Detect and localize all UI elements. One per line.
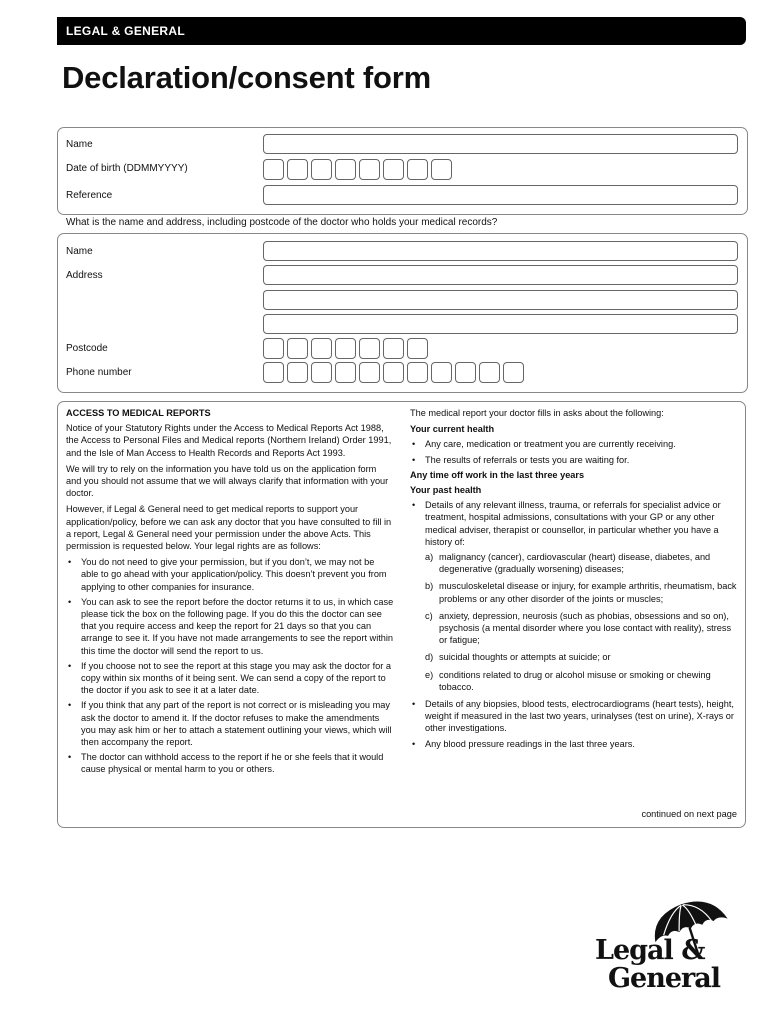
access-paragraph: Notice of your Statutory Rights under the Access to Medical Reports Act 1988, the Access to Personal Files and Medical reports (Northern Ireland) Order 1991, and the Isle of Man Access to Health Records and Reports Act 1993. <box>66 423 392 458</box>
dob-digit-box[interactable] <box>359 159 380 180</box>
phone-digit-box[interactable] <box>503 362 524 383</box>
postcode-char-box[interactable] <box>311 338 332 359</box>
doctor-address-line-2[interactable] <box>263 290 738 310</box>
condition-marker: d) <box>425 652 434 663</box>
condition-text: conditions related to drug or alcohol misuse or smoking or chewing tobacco. <box>439 669 711 692</box>
doctor-address-line-1[interactable] <box>263 265 738 285</box>
condition-marker: b) <box>425 581 434 592</box>
condition-item <box>425 669 740 693</box>
phone-digit-box[interactable] <box>407 362 428 383</box>
past-health-heading: Your past health <box>410 485 482 496</box>
condition-item <box>425 651 740 663</box>
condition-text: suicidal thoughts or attempts at suicide; or <box>439 652 611 663</box>
current-health-heading: Your current health <box>410 424 495 435</box>
postcode-char-box[interactable] <box>335 338 356 359</box>
condition-marker: c) <box>425 610 433 621</box>
condition-item <box>425 580 740 604</box>
phone-digit-box[interactable] <box>311 362 332 383</box>
reference-input[interactable] <box>263 185 738 205</box>
past-health-item: • Any blood pressure readings in the last three years. <box>410 738 740 750</box>
continued-note: continued on next page <box>641 809 737 819</box>
access-column <box>66 407 394 779</box>
dob-label: Date of birth (DDMMYYYY) <box>66 163 188 174</box>
dob-digit-box[interactable] <box>335 159 356 180</box>
doctor-address-label: Address <box>66 270 103 281</box>
condition-marker: a) <box>425 552 434 563</box>
condition-item <box>425 551 740 575</box>
phone-digit-box[interactable] <box>455 362 476 383</box>
conditions-list <box>425 551 740 693</box>
phone-label: Phone number <box>66 367 132 378</box>
dob-digit-box[interactable] <box>431 159 452 180</box>
rights-item: • If you choose not to see the report at this stage you may ask the doctor for a copy within six months of it being sent. We can send a copy of the report to the doctor if you ask to see it at a later date. <box>66 660 394 697</box>
access-heading: ACCESS TO MEDICAL REPORTS <box>66 408 211 418</box>
postcode-char-box[interactable] <box>407 338 428 359</box>
dob-digit-box[interactable] <box>407 159 428 180</box>
report-intro: The medical report your doctor fills in asks about the following: <box>410 408 664 418</box>
current-health-list <box>410 438 740 465</box>
access-paragraph: We will try to rely on the information you have told us on the application form and you should not assume that we will always clarify that information with your doctor. <box>66 463 389 499</box>
condition-text: musculoskeletal disease or injury, for example arthritis, rheumatism, back problems or any other disorder of the joints or muscles; <box>439 581 737 604</box>
rights-list <box>66 556 394 775</box>
dob-digit-box[interactable] <box>311 159 332 180</box>
condition-text: anxiety, depression, neurosis (such as phobias, obsessions and so on), psychosis (a mental disorder where you lose contact with reality), stress or fatigue; <box>439 610 732 646</box>
phone-digit-box[interactable] <box>287 362 308 383</box>
page-title: Declaration/consent form <box>62 60 432 95</box>
logo-word-general: General <box>608 963 721 994</box>
dob-digit-box[interactable] <box>383 159 404 180</box>
dob-input <box>263 159 452 180</box>
past-health-list <box>410 499 740 750</box>
dob-digit-box[interactable] <box>287 159 308 180</box>
condition-marker: e) <box>425 669 434 680</box>
condition-item <box>425 610 740 647</box>
phone-digit-box[interactable] <box>383 362 404 383</box>
current-health-item: • Any care, medication or treatment you are currently receiving. <box>410 438 740 450</box>
doctor-name-label: Name <box>66 246 93 257</box>
doctor-question: What is the name and address, including postcode of the doctor who holds your medical records? <box>66 217 498 228</box>
phone-digit-box[interactable] <box>263 362 284 383</box>
past-health-item: • Details of any biopsies, blood tests, electrocardiograms (heart tests), height, weight if measured in the last two years, urinalyses (test on urine), X-rays or other investigations. <box>410 698 740 735</box>
doctor-address-line-3[interactable] <box>263 314 738 334</box>
rights-item: • You can ask to see the report before the doctor returns it to us, in which case please tick the box on the following page. If you do this the doctor can see that you require access and keep the report for 21 days so that you can arrange to see it. If you have not made arrangements to see the report within this time the doctor will send the report to us. <box>66 596 394 657</box>
postcode-char-box[interactable] <box>263 338 284 359</box>
phone-input <box>263 362 524 383</box>
applicant-name-input[interactable] <box>263 134 738 154</box>
past-health-item <box>410 499 740 693</box>
legal-general-logo <box>590 895 730 995</box>
logo-word-legal: Legal & <box>595 935 705 966</box>
postcode-char-box[interactable] <box>359 338 380 359</box>
rights-item: • You do not need to give your permission, but if you don’t, we may not be able to go ahead with your application/policy. This doesn’t prevent you from applying to other companies for insurance. <box>66 556 394 593</box>
access-info-panel <box>57 401 746 828</box>
phone-digit-box[interactable] <box>431 362 452 383</box>
postcode-label: Postcode <box>66 343 108 354</box>
condition-text: malignancy (cancer), cardiovascular (heart) disease, diabetes, and degenerative (gradually worsening) diseases; <box>439 552 711 575</box>
brand-bar-text: LEGAL & GENERAL <box>66 24 185 38</box>
access-paragraph: However, if Legal & General need to get medical reports to support your application/policy, before we can ask any doctor that you have consulted to fill in a report, Legal & General need your permission under the above Acts. This permission is requested below. Your legal rights are as follows: <box>66 504 392 552</box>
applicant-name-label: Name <box>66 139 93 150</box>
past-health-item-text: Details of any relevant illness, trauma, or referrals for specialist advice or treatment, hospital admissions, consultations with your GP or any other medical adviser, therapist or counsellor, in particular whether you have a history of: <box>425 500 721 547</box>
report-column <box>410 407 740 753</box>
postcode-char-box[interactable] <box>287 338 308 359</box>
rights-item: • The doctor can withhold access to the report if he or she feels that it would cause physical or mental harm to you or others. <box>66 751 394 775</box>
phone-digit-box[interactable] <box>359 362 380 383</box>
brand-bar <box>57 17 746 45</box>
rights-item: • If you think that any part of the report is not correct or is misleading you may ask the doctor to amend it. If the doctor refuses to make the amendments you may ask him or her to attach a statement outlining your views, which will then accompany the report. <box>66 699 394 748</box>
dob-digit-box[interactable] <box>263 159 284 180</box>
reference-label: Reference <box>66 190 113 201</box>
time-off-heading: Any time off work in the last three years <box>410 469 585 480</box>
phone-digit-box[interactable] <box>335 362 356 383</box>
postcode-input <box>263 338 428 359</box>
phone-digit-box[interactable] <box>479 362 500 383</box>
current-health-item: • The results of referrals or tests you are waiting for. <box>410 454 740 466</box>
postcode-char-box[interactable] <box>383 338 404 359</box>
doctor-name-input[interactable] <box>263 241 738 261</box>
